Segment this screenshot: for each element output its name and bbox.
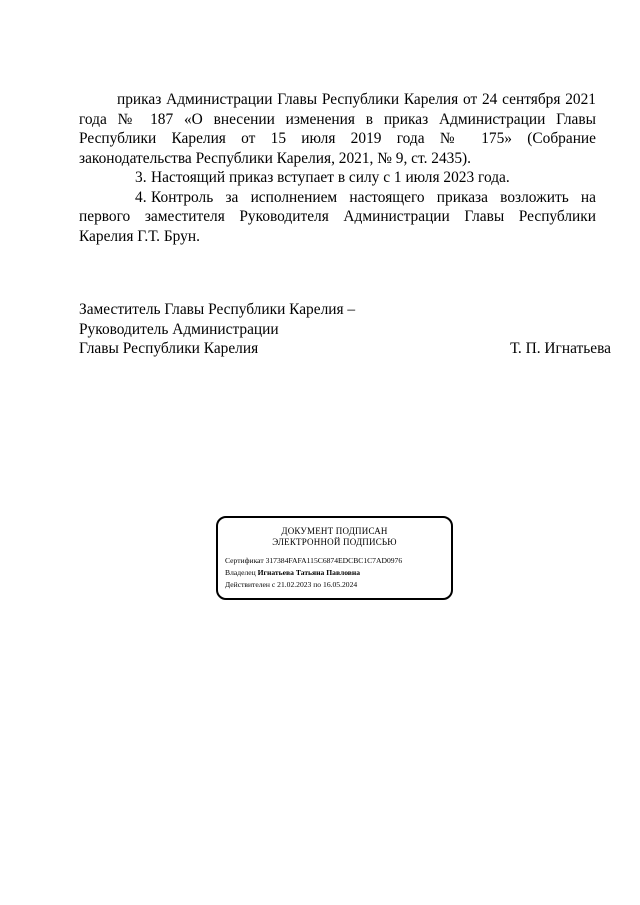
stamp-title	[218, 526, 451, 548]
paragraph-text: Контроль за исполнением настоящего приказа возложить на первого заместителя Руководителя Администрации Главы Республики Карелия Г.Т. Брун.	[79, 188, 596, 245]
electronic-signature-stamp	[216, 516, 453, 600]
certificate-value: 317384FAFA115C6874EDCBC1C7AD0976	[265, 556, 403, 565]
owner-value: Игнатьева Татьяна Павловна	[257, 568, 361, 577]
document-body	[79, 90, 596, 246]
paragraph-3	[79, 168, 596, 188]
stamp-title-line-1: ДОКУМЕНТ ПОДПИСАН	[281, 526, 388, 536]
signer-position-line-3: Главы Республики Карелия	[79, 340, 259, 357]
signer-position-line-1: Заместитель Главы Республики Карелия –	[79, 301, 356, 318]
stamp-certificate-line	[225, 555, 451, 567]
signer-row	[79, 339, 611, 359]
certificate-label: Сертификат	[225, 556, 264, 565]
stamp-details	[225, 555, 451, 591]
paragraph-number: 4.	[135, 188, 147, 206]
signer-position-line-2: Руководитель Администрации	[79, 320, 279, 338]
signature-block	[79, 300, 611, 359]
signer-name: Т. П. Игнатьева	[510, 340, 611, 357]
paragraph-text: приказ Администрации Главы Республики Карелия от 24 сентября 2021 года № 187 «О внесении изменения в приказ Администрации Главы Республики Карелия от 15 июля 2019 года № 175» (Собрание законодательства Республики Карелия, 2021, № 9, ст. 2435).	[79, 91, 596, 167]
stamp-title-line-2: ЭЛЕКТРОННОЙ ПОДПИСЬЮ	[272, 537, 397, 547]
paragraph-number: 3.	[135, 169, 147, 186]
valid-to-word: по	[313, 580, 322, 589]
owner-label: Владелец	[225, 568, 256, 577]
valid-label: Действителен	[225, 580, 270, 589]
stamp-owner-line	[225, 567, 451, 579]
paragraph-text: Настоящий приказ вступает в силу с 1 июля 2023 года.	[151, 169, 510, 186]
valid-from-date: 21.02.2023	[277, 580, 312, 589]
stamp-validity-line	[225, 579, 451, 591]
valid-from-word: с	[271, 580, 276, 589]
valid-to-date: 16.05.2024	[323, 580, 358, 589]
paragraph-continuation	[79, 90, 596, 168]
paragraph-4	[79, 188, 596, 247]
